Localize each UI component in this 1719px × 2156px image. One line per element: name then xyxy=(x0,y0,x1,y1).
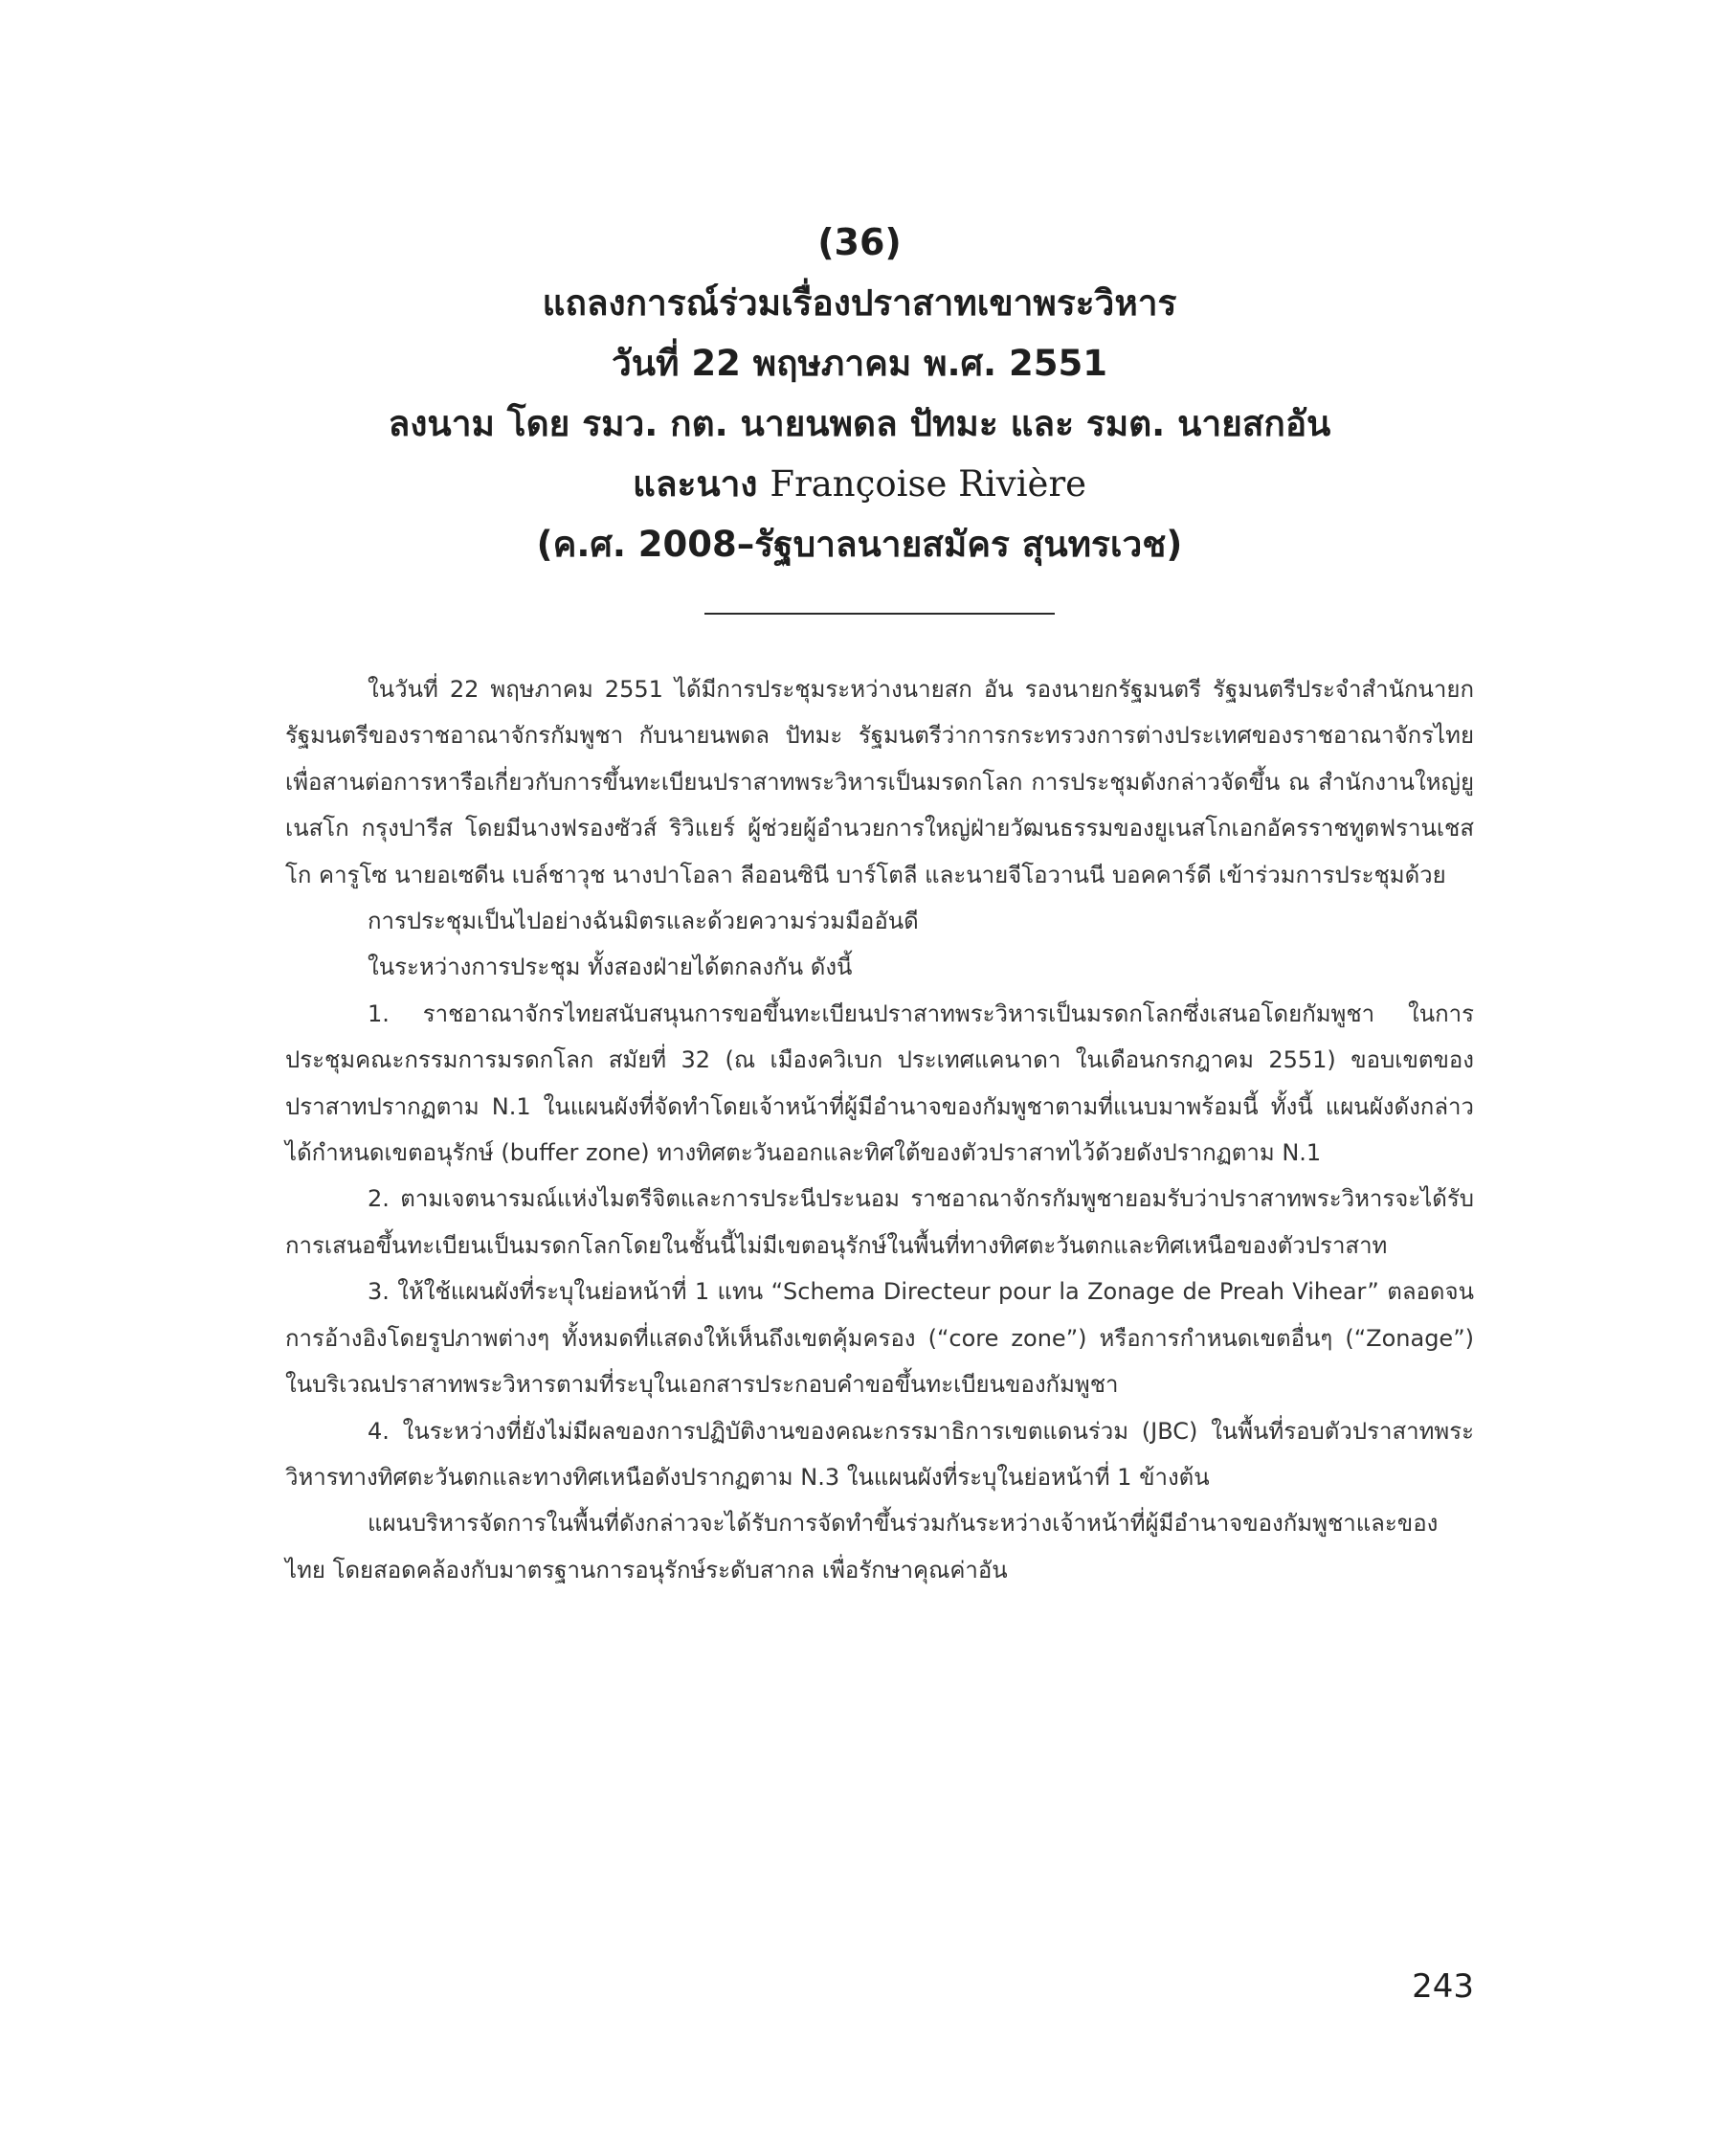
document-body xyxy=(285,666,1474,1593)
document-era: (ค.ศ. 2008–รัฐบาลนายสมัคร สุนทรเวช) xyxy=(536,524,1183,565)
document-number: (36) xyxy=(817,221,902,263)
paragraph-item-3: 3. ให้ใช้แผนผังที่ระบุในย่อหน้าที่ 1 แทน “Schema Directeur pour la Zonage de Preah Vihear” ตลอดจนการอ้างอิงโดยรูปภาพต่างๆ ทั้งหมดที่แสดงให้เห็นถึงเขตคุ้มครอง (“core zone”) หรือการกำหนดเขตอื่นๆ (“Zonage”) ในบริเวณปราสาทพระวิหารตามที่ระบุในเอกสารประกอบคำขอขึ้นทะเบียนของกัมพูชา xyxy=(285,1278,1474,1399)
document-heading xyxy=(0,213,1719,574)
signatory-prefix: และนาง xyxy=(632,463,770,505)
paragraph-item-4: 4. ในระหว่างที่ยังไม่มีผลของการปฏิบัติงานของคณะกรรมาธิการเขตแดนร่วม (JBC) ในพื้นที่รอบตัวปราสาทพระวิหารทางทิศตะวันตกและทางทิศเหนือดังปรากฏตาม N.3 ในแผนผังที่ระบุในย่อหน้าที่ 1 ข้างต้น xyxy=(285,1417,1474,1491)
paragraph-item-2: 2. ตามเจตนารมณ์แห่งไมตรีจิตและการประนีประนอม ราชอาณาจักรกัมพูชายอมรับว่าปราสาทพระวิหารจะได้รับการเสนอขึ้นทะเบียนเป็นมรดกโลกโดยในชั้นนี้ไม่มีเขตอนุรักษ์ในพื้นที่ทางทิศตะวันตกและทิศเหนือของตัวปราสาท xyxy=(285,1185,1474,1259)
paragraph-item-1: 1. ราชอาณาจักรไทยสนับสนุนการขอขึ้นทะเบียนปราสาทพระวิหารเป็นมรดกโลกซึ่งเสนอโดยกัมพูชา ในการประชุมคณะกรรมการมรดกโลก สมัยที่ 32 (ณ เมืองควิเบก ประเทศแคนาดา ในเดือนกรกฎาคม 2551) ขอบเขตของปราสาทปรากฏตาม N.1 ในแผนผังที่จัดทำโดยเจ้าหน้าที่ผู้มีอำนาจของกัมพูชาตามที่แนบมาพร้อมนี้ ทั้งนี้ แผนผังดังกล่าวได้กำหนดเขตอนุรักษ์ (buffer zone) ทางทิศตะวันออกและทิศใต้ของตัวปราสาทไว้ด้วยดังปรากฏตาม N.1 xyxy=(285,999,1474,1167)
document-title: แถลงการณ์ร่วมเรื่องปราสาทเขาพระวิหาร xyxy=(542,282,1177,324)
document-signatories-continued xyxy=(0,454,1719,514)
paragraph-atmosphere: การประชุมเป็นไปอย่างฉันมิตรและด้วยความร่วมมืออันดี xyxy=(368,908,919,935)
paragraph-management-plan: แผนบริหารจัดการในพื้นที่ดังกล่าวจะได้รับการจัดทำขึ้นร่วมกันระหว่างเจ้าหน้าที่ผู้มีอำนาจของกัมพูชาและของไทย โดยสอดคล้องกับมาตรฐานการอนุรักษ์ระดับสากล เพื่อรักษาคุณค่าอัน xyxy=(285,1510,1439,1583)
paragraph-agreement: ในระหว่างการประชุม ทั้งสองฝ่ายได้ตกลงกัน ดังนี้ xyxy=(368,954,853,981)
document-signatories: ลงนาม โดย รมว. กต. นายนพดล ปัทมะ และ รมต. นายสกอัน xyxy=(388,403,1331,444)
page-number: 243 xyxy=(1412,1967,1474,2006)
heading-divider xyxy=(704,613,1055,615)
signatory-name: Françoise Rivière xyxy=(770,463,1087,505)
document-date: วันที่ 22 พฤษภาคม พ.ศ. 2551 xyxy=(612,343,1107,384)
paragraph-intro: ในวันที่ 22 พฤษภาคม 2551 ได้มีการประชุมระหว่างนายสก อัน รองนายกรัฐมนตรี รัฐมนตรีประจำสำนักนายกรัฐมนตรีของราชอาณาจักรกัมพูชา กับนายนพดล ปัทมะ รัฐมนตรีว่าการกระทรวงการต่างประเทศของราชอาณาจักรไทย เพื่อสานต่อการหารือเกี่ยวกับการขึ้นทะเบียนปราสาทพระวิหารเป็นมรดกโลก การประชุมดังกล่าวจัดขึ้น ณ สำนักงานใหญ่ยูเนสโก กรุงปารีส โดยมีนางฟรองซัวส์ ริวิแยร์ ผู้ช่วยผู้อำนวยการใหญ่ฝ่ายวัฒนธรรมของยูเนสโกเอกอัครราชทูตฟรานเชสโก คารูโซ นายอเซดีน เบล์ชาวุช นางปาโอลา ลีออนซินี บาร์โตลี และนายจีโอวานนี บอคคาร์ดี เข้าร่วมการประชุมด้วย xyxy=(285,676,1474,888)
